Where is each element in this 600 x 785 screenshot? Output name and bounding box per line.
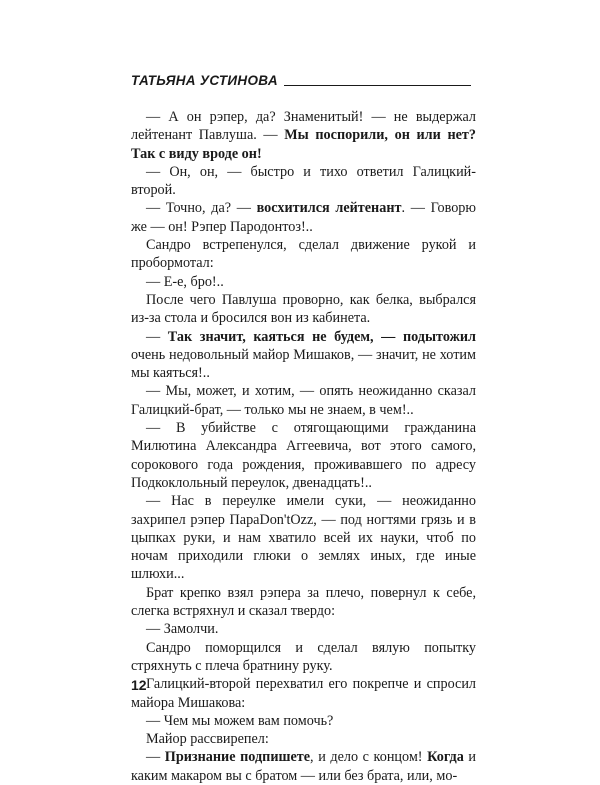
text-run: . — Говорю же — он! Рэпер Пародонтоз!.. bbox=[131, 200, 476, 235]
paragraph bbox=[131, 620, 476, 638]
bold-text-run: Признание подпишете bbox=[164, 749, 311, 766]
paragraph bbox=[131, 675, 476, 712]
text-run: — Чем мы можем вам помочь? bbox=[146, 712, 334, 729]
page-number: 12 bbox=[131, 677, 147, 693]
paragraph bbox=[131, 273, 476, 291]
paragraph bbox=[131, 236, 476, 273]
text-run: — Нас в переулке имели суки, — неожиданно захрипел рэпер ПараDon'tOzz, — под ногтями грязь и в цыпках руки, и нам хватило всей их науки, чтоб по ночам приходили глюки о землях иных, где иные шлюхи... bbox=[131, 493, 476, 583]
text-run: Сандро поморщился и сделал вялую попытку стряхнуть с плеча братнину руку. bbox=[131, 639, 476, 674]
text-run: Майор рассвирепел: bbox=[146, 731, 269, 748]
header-rule bbox=[284, 85, 471, 86]
text-run: — Точно, да? — bbox=[146, 200, 257, 217]
text-run: — А он рэпер, да? Знаменитый! — не выдержал лейтенант Павлуша. — bbox=[131, 109, 476, 144]
bold-text-run: Когда bbox=[427, 749, 464, 766]
paragraph bbox=[131, 492, 476, 583]
text-run: — Мы, может, и хотим, — опять неожиданно сказал Галицкий-брат, — только мы не знаем, в чем!.. bbox=[131, 383, 476, 418]
paragraph bbox=[131, 199, 476, 236]
paragraph bbox=[131, 291, 476, 328]
paragraph bbox=[131, 108, 476, 163]
text-run: и каким макаром вы с братом — или без брата, или, мо- bbox=[131, 749, 477, 784]
paragraph bbox=[131, 639, 476, 676]
text-run: Брат крепко взял рэпера за плечо, повернул к себе, слегка встряхнул и сказал твердо: bbox=[131, 584, 476, 620]
bold-text-run: восхитился лейтенант bbox=[256, 200, 402, 217]
text-run: — Е-е, бро!.. bbox=[146, 273, 224, 290]
paragraph bbox=[131, 382, 476, 419]
running-header bbox=[131, 68, 471, 88]
header-author: ТАТЬЯНА УСТИНОВА bbox=[131, 73, 278, 88]
text-run: Сандро встрепенулся, сделал движение рукой и пробормотал: bbox=[131, 237, 476, 272]
paragraph bbox=[131, 748, 476, 785]
bold-text-run: Так значит, каяться не будем, — подытожил bbox=[167, 328, 477, 345]
text-run: — Замолчи. bbox=[146, 621, 219, 638]
paragraph bbox=[131, 328, 476, 383]
paragraph bbox=[131, 730, 476, 748]
paragraph bbox=[131, 163, 476, 200]
text-run: — В убийстве с отягощающими гражданина Милютина Александра Аггеевича, вот этого самого, сорокового года рождения, проживавшего по адресу Подкоклольный переулок, двенадцать!.. bbox=[131, 420, 476, 491]
text-run: , и дело с концом! bbox=[310, 749, 428, 766]
paragraph bbox=[131, 419, 476, 492]
text-run: очень недовольный майор Мишаков, — значит, не хотим мы каяться!.. bbox=[131, 346, 476, 382]
text-run: — bbox=[146, 328, 168, 345]
body-text bbox=[131, 108, 476, 785]
text-run: Галицкий-второй перехватил его покрепче и спросил майора Мишакова: bbox=[131, 676, 476, 711]
text-run: — Он, он, — быстро и тихо ответил Галицкий-второй. bbox=[131, 163, 476, 199]
text-run: После чего Павлуша проворно, как белка, выбрался из-за стола и бросился вон из кабинета. bbox=[131, 291, 476, 327]
text-run: — bbox=[146, 749, 165, 766]
paragraph bbox=[131, 584, 476, 621]
bold-text-run: Мы поспорили, он или нет? Так с виду вроде он! bbox=[131, 127, 476, 162]
paragraph bbox=[131, 712, 476, 730]
